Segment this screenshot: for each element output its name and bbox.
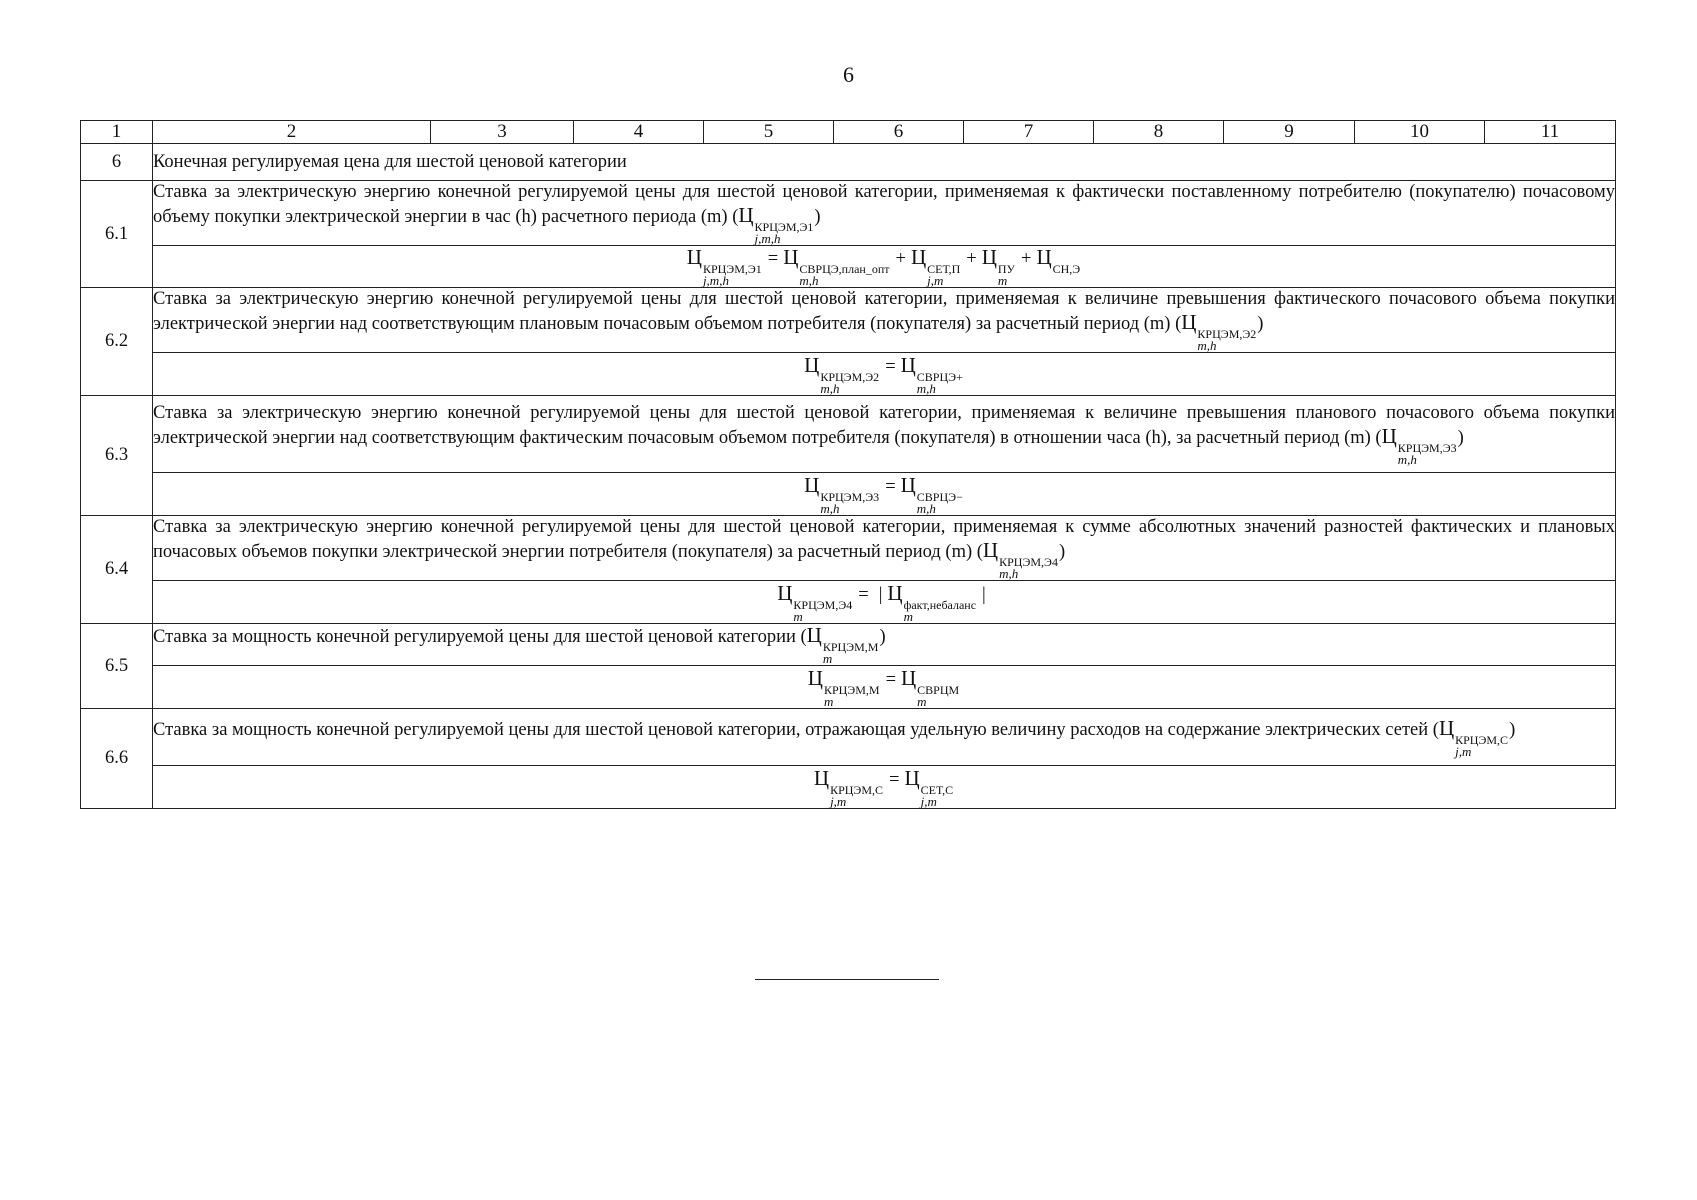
row-description [153,288,1616,353]
symbol-superscript: КРЦЭМ,Э4 [999,555,1058,569]
formula [153,246,1616,288]
symbol-superscript: СВРЦЭ+ [916,369,963,384]
symbol-superscript: КРЦЭМ,М [823,682,880,697]
symbol-superscript: СЕТ,П [927,262,961,276]
symbol-superscript: КРЦЭМ,М [822,640,879,654]
formula [153,666,1616,709]
price-symbol [1438,715,1509,759]
price-symbol [806,623,880,666]
symbol-subscript: m [917,693,927,709]
description-text-end: ) [1509,719,1516,740]
formula-row [81,581,1616,624]
row-title: Конечная регулируемая цена для шестой ценовой категории [153,144,1616,181]
symbol-superscript: КРЦЭМ,Э4 [793,597,853,612]
price-symbol [904,765,954,809]
formula-row [81,766,1616,809]
description-text: Ставка за мощность конечной регулируемой цены для шестой ценовой категории ( [153,627,807,647]
description-text-end: ) [879,627,886,647]
price-symbol [887,580,977,624]
formula-operator: = [858,584,869,605]
symbol-superscript: КРЦЭМ,С [830,782,884,797]
symbol-superscript: КРЦЭМ,Э3 [820,489,880,504]
symbol-subscript: m,h [999,566,1019,581]
symbol-superscript: ПУ [997,262,1016,276]
table-row [81,181,1616,246]
formula [153,353,1616,396]
row-number: 6.6 [81,709,153,809]
symbol-superscript: КРЦЭМ,Э1 [702,262,762,276]
description-text: Ставка за электрическую энергию конечной регулируемой цены для шестой ценовой категории, применяемая к величине превышения планового почасового объема покупки электрической энергии над соответствующим фактическим почасовым объемом потребителя (покупателя) в отношении часа (h), за расчетный период (m) ( [153,403,1615,448]
row-number: 6 [81,144,153,181]
formula-operator: | [982,584,986,605]
symbol-base: Ц [982,538,999,562]
symbol-subscript: m,h [1397,452,1417,467]
header-col-2: 2 [153,121,431,144]
symbol-superscript: КРЦЭМ,Э1 [754,220,814,234]
symbol-base: Ц [1381,424,1397,448]
description-text-end: ) [1457,428,1464,448]
table-row [81,144,1616,181]
symbol-base: Ц [904,765,920,790]
price-symbol [1181,310,1257,353]
end-separator-line [755,979,939,980]
symbol-superscript: КРЦЭМ,Э2 [820,369,880,384]
symbol-superscript: СВРЦЭ− [916,489,963,504]
symbol-subscript: j,m [927,273,944,288]
row-description [153,709,1616,766]
description-text: Ставка за электрическую энергию конечной регулируемой цены для шестой ценовой категории, применяемая к величине превышения фактического почасового объема покупки электрической энергии над соответствующим плановым почасовым объемом потребителя (покупателя) за расчетный период (m) ( [153,289,1615,334]
symbol-subscript: m [903,608,913,624]
symbol-subscript: m,h [916,500,936,516]
symbol-base: Ц [900,352,916,377]
symbol-subscript [1053,275,1081,287]
header-row [81,121,1616,144]
table-row [81,288,1616,353]
symbol-subscript: m,h [799,273,819,288]
price-symbol [686,245,763,288]
price-symbol [900,352,964,396]
formula-row [81,353,1616,396]
header-col-8: 8 [1094,121,1224,144]
symbol-base: Ц [777,580,793,605]
header-col-3: 3 [431,121,574,144]
formula-operator: = [885,669,896,690]
formula [153,473,1616,516]
symbol-subscript: j,m,h [702,273,729,288]
symbol-subscript: m [822,651,833,666]
formula-operator: + [895,249,906,269]
description-text: Ставка за электрическую энергию конечной регулируемой цены для шестой ценовой категории, применяемая к сумме абсолютных значений разностей фактических и плановых почасовых объемов покупки электрической энергии потребителя (покупателя) за расчетный период (m) ( [153,517,1615,562]
header-col-4: 4 [574,121,704,144]
table-row [81,516,1616,581]
symbol-base: Ц [804,352,820,377]
price-symbol [804,472,880,516]
symbol-subscript: j,m,h [754,231,781,246]
formula-operator: = [767,249,779,269]
symbol-subscript: m,h [1197,338,1217,353]
price-symbol [783,245,890,288]
formula-operator: + [1021,249,1032,269]
price-symbol [982,538,1059,581]
price-symbol [807,665,881,709]
header-col-1: 1 [81,121,153,144]
symbol-base: Ц [1438,715,1455,740]
header-col-5: 5 [704,121,834,144]
table-row [81,709,1616,766]
symbol-superscript: СВРЦМ [917,682,960,697]
formula-operator: | [878,584,883,605]
price-symbol [1036,245,1081,276]
symbol-subscript: m,h [916,380,936,396]
symbol-base: Ц [783,245,799,269]
formula [153,766,1616,809]
price-symbol [804,352,880,396]
formula [153,581,1616,624]
description-text: Ставка за мощность конечной регулируемой цены для шестой ценовой категории, отражающая удельную величину расходов на содержание электрических сетей ( [153,719,1439,740]
row-number: 6.4 [81,516,153,624]
symbol-subscript: m,h [820,500,840,516]
price-symbol [777,580,853,624]
price-symbol [813,765,884,809]
formula-operator: = [885,476,896,497]
header-col-7: 7 [964,121,1094,144]
header-col-10: 10 [1355,121,1485,144]
symbol-base: Ц [686,245,702,269]
description-text-end: ) [814,207,821,227]
symbol-base: Ц [910,245,927,269]
symbol-superscript: КРЦЭМ,Э2 [1197,327,1257,341]
formula-row [81,473,1616,516]
row-description [153,624,1616,666]
symbol-superscript: КРЦЭМ,Э3 [1397,441,1457,455]
symbol-superscript: СН,Э [1052,262,1081,276]
price-symbol [981,245,1016,288]
symbol-base: Ц [887,580,903,605]
formula-operator: = [889,769,900,790]
formula-operator: = [885,356,896,377]
symbol-base: Ц [738,203,754,227]
formula-row [81,246,1616,288]
symbol-subscript: m [823,693,834,709]
row-number: 6.1 [81,181,153,288]
symbol-base: Ц [901,665,917,690]
description-text-end: ) [1257,314,1264,334]
symbol-superscript: СВРЦЭ,план_опт [799,262,890,276]
symbol-subscript: j,m [920,793,937,809]
row-description [153,516,1616,581]
symbol-superscript: факт,небаланс [903,597,977,612]
table-row [81,396,1616,473]
symbol-superscript: КРЦЭМ,С [1455,732,1509,747]
symbol-base: Ц [900,472,916,497]
description-text: Ставка за электрическую энергию конечной регулируемой цены для шестой ценовой категории, применяемая к фактически поставленному потребителю (покупателю) почасовому объему покупки электрической энергии в час (h) расчетного периода (m) ( [153,182,1615,227]
row-description [153,396,1616,473]
symbol-base: Ц [981,245,997,269]
header-col-11: 11 [1485,121,1616,144]
symbol-base: Ц [806,623,822,647]
header-col-6: 6 [834,121,964,144]
description-text-end: ) [1058,542,1066,562]
formula-row [81,666,1616,709]
row-number: 6.5 [81,624,153,709]
symbol-base: Ц [807,665,823,690]
symbol-base: Ц [804,472,820,497]
header-col-9: 9 [1224,121,1355,144]
row-number: 6.2 [81,288,153,396]
price-table [80,120,1616,809]
symbol-subscript: m [793,608,803,624]
symbol-superscript: СЕТ,С [920,782,954,797]
price-symbol [738,203,814,246]
symbol-base: Ц [1181,310,1197,334]
symbol-base: Ц [1036,245,1052,269]
symbol-subscript: j,m [1455,743,1472,759]
formula-operator: + [966,249,977,269]
symbol-subscript: j,m [830,793,847,809]
symbol-base: Ц [813,765,830,790]
price-symbol [1381,424,1458,467]
price-symbol [901,665,960,709]
price-symbol [910,245,961,288]
page-number: 6 [843,62,854,87]
row-number: 6.3 [81,396,153,516]
symbol-subscript: m,h [820,380,840,396]
row-description [153,181,1616,246]
symbol-subscript: m [997,273,1008,288]
price-symbol [900,472,964,516]
table-row [81,624,1616,666]
